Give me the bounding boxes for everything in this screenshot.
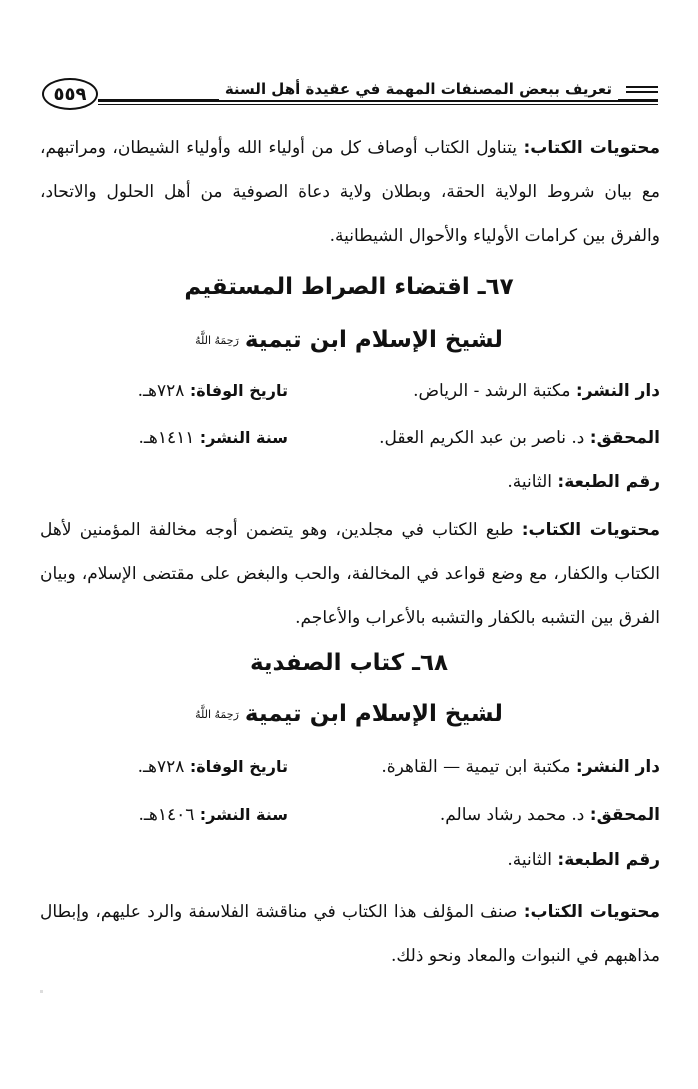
death-value: ٧٢٨هـ. [137, 381, 185, 401]
header-dash [626, 86, 658, 93]
publisher-label: دار النشر: [575, 381, 660, 401]
publisher-label: دار النشر: [575, 757, 660, 777]
death-value: ٧٢٨هـ. [137, 757, 185, 777]
year-label: سنة النشر: [199, 805, 288, 824]
page-header [42, 78, 658, 112]
intro-contents-paragraph [40, 126, 660, 258]
publish-year [139, 428, 289, 448]
book-contents-paragraph [40, 890, 660, 978]
book-title: ٦٧ـ اقتضاء الصراط المستقيم [184, 274, 514, 300]
contents-text: يتناول الكتاب أوصاف كل من أولياء الله وأولياء الشيطان، ومراتبهم، مع بيان شروط الولاية الحقة، وبطلان ولاية دعاة الصوفية من أهل الحلول والاتحاد، والفرق بين كرامات الأولياء والأحوال الشيطانية. [40, 138, 660, 246]
editor-value: د. محمد رشاد سالم. [439, 805, 585, 825]
editor-row [40, 428, 660, 458]
author-name: لشيخ الإسلام ابن تيمية [244, 327, 503, 353]
editor-row [40, 805, 660, 835]
book-contents-paragraph [40, 508, 660, 640]
edition-row [507, 472, 660, 492]
book-author [0, 701, 698, 727]
year-label: سنة النشر: [199, 428, 288, 447]
editor-value: د. ناصر بن عبد الكريم العقل. [379, 428, 585, 448]
edition-value: الثانية. [507, 850, 552, 870]
edition-label: رقم الطبعة: [557, 850, 660, 870]
death-label: تاريخ الوفاة: [189, 381, 288, 400]
editor [440, 805, 660, 825]
death-label: تاريخ الوفاة: [189, 757, 288, 776]
edition-value: الثانية. [507, 472, 552, 492]
edition-row [507, 850, 660, 870]
death-date [138, 381, 288, 401]
running-title: تعريف ببعض المصنفات المهمة في عقيدة أهل السنة [219, 78, 618, 100]
death-date [138, 757, 288, 777]
publisher-row [40, 757, 660, 787]
book-title: ٦٨ـ كتاب الصفدية [249, 650, 449, 676]
editor-label: المحقق: [589, 805, 660, 825]
editor [379, 428, 660, 448]
editor-label: المحقق: [589, 428, 660, 448]
honorific: رَحِمَهُ اللَّهُ [195, 334, 239, 347]
author-name: لشيخ الإسلام ابن تيمية [244, 701, 503, 727]
book-author [0, 327, 698, 353]
publisher [381, 757, 660, 777]
contents-label: محتويات الكتاب: [523, 138, 660, 158]
publisher-row [40, 381, 660, 411]
contents-text: طبع الكتاب في مجلدين، وهو يتضمن أوجه مخالفة المؤمنين لأهل الكتاب والكفار، مع وضع قواعد في المخالفة، والحب والبغض على مقتضى الإسلام، وبيان الفرق بين التشبه بالكفار والتشبه بالأعراب والأعاجم. [40, 520, 660, 628]
publisher-value: مكتبة ابن تيمية — القاهرة. [381, 757, 571, 777]
contents-label: محتويات الكتاب: [523, 902, 660, 922]
publisher-value: مكتبة الرشد - الرياض. [413, 381, 571, 401]
publish-year [139, 805, 289, 825]
contents-label: محتويات الكتاب: [521, 520, 660, 540]
page-number: ٥٥٩ [42, 78, 98, 110]
year-value: ١٤١١هـ. [138, 428, 195, 448]
edition-label: رقم الطبعة: [557, 472, 660, 492]
honorific: رَحِمَهُ اللَّهُ [195, 708, 239, 721]
year-value: ١٤٠٦هـ. [138, 805, 195, 825]
page-mark [40, 990, 43, 993]
contents-text: صنف المؤلف هذا الكتاب في مناقشة الفلاسفة والرد عليهم، وإبطال مذاهبهم في النبوات والمعاد ونحو ذلك. [40, 902, 660, 966]
publisher [413, 381, 660, 401]
